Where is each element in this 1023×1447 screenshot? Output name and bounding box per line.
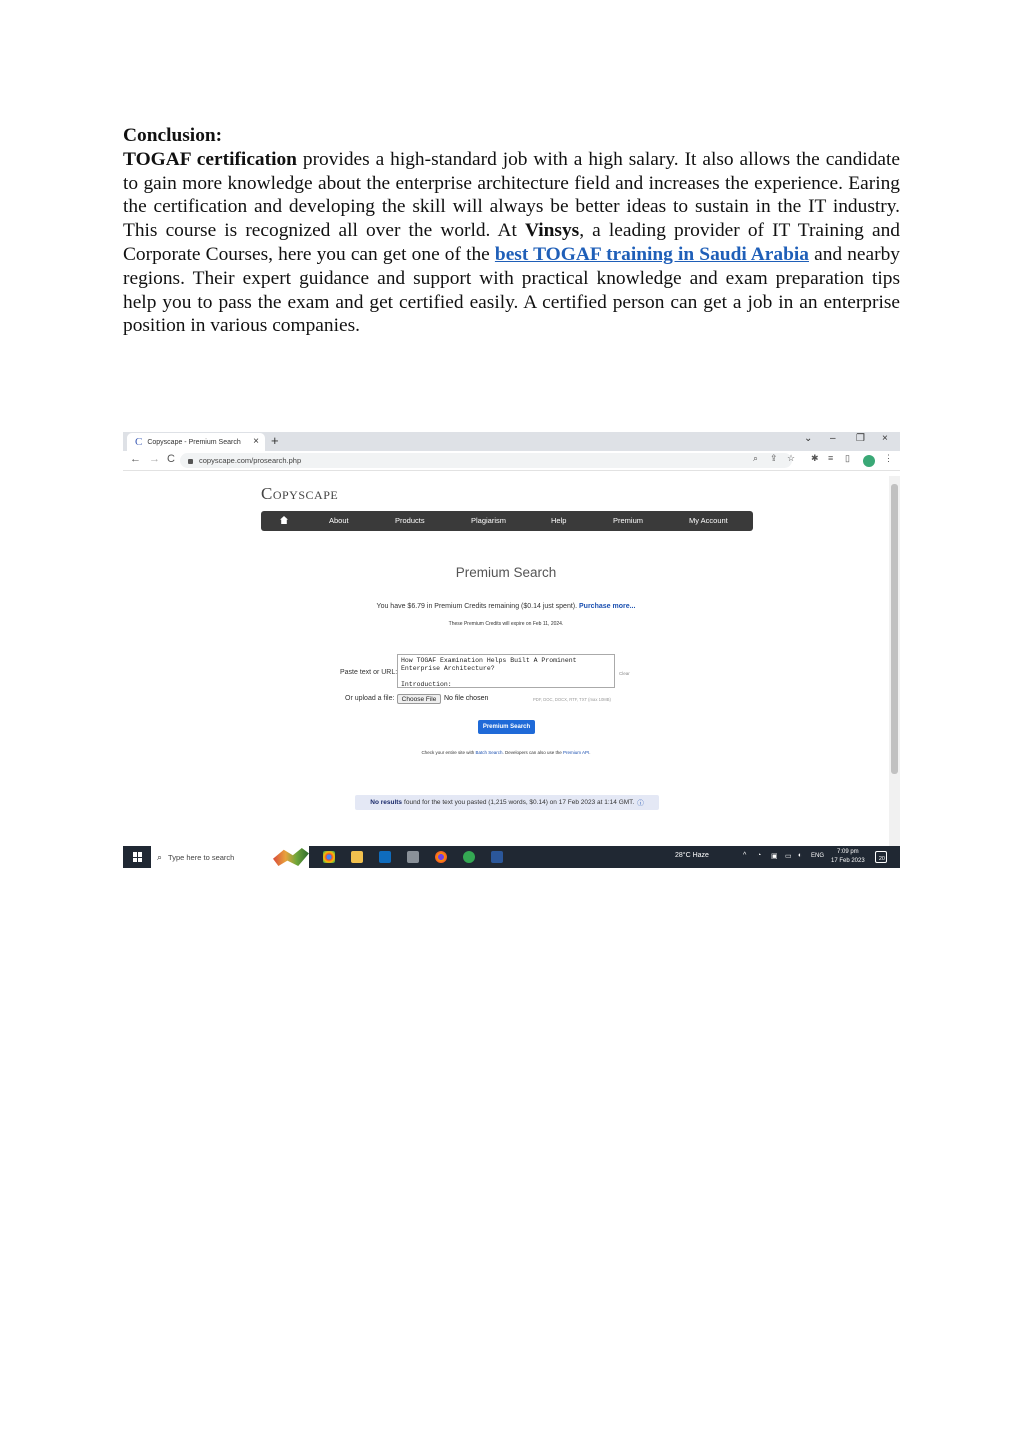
conclusion-paragraph — [123, 148, 900, 338]
notification-count: 20 — [878, 856, 885, 862]
windows-taskbar — [123, 846, 900, 868]
togaf-training-link[interactable]: best TOGAF training in Saudi Arabia — [494, 243, 809, 265]
browser-tab[interactable] — [127, 433, 265, 451]
paste-text-input[interactable]: How TOGAF Examination Helps Built A Prominent Enterprise Architecture? Introduction: — [397, 654, 615, 688]
notification-icon[interactable] — [875, 851, 887, 863]
expiry-note: These Premium Credits will expire on Feb 11, 2024. — [448, 621, 564, 627]
premium-api-link[interactable]: Premium API — [563, 750, 590, 755]
window-close-button[interactable]: × — [882, 433, 888, 444]
batch-note — [123, 750, 889, 755]
windows-start-icon[interactable] — [133, 852, 143, 862]
system-tray-app-icon[interactable]: ▣ — [771, 853, 778, 860]
browser-menu-icon[interactable]: ⋮ — [884, 453, 893, 463]
battery-icon[interactable]: ▭ — [785, 853, 792, 860]
url-bar[interactable] — [180, 453, 792, 468]
premium-search-button[interactable]: Premium Search — [478, 720, 535, 734]
new-tab-button[interactable]: + — [271, 433, 279, 448]
firefox-icon[interactable] — [435, 851, 447, 863]
para-text-3: and nearby regions. Their expert guidance and support with practical knowledge and exam preparation tips help you to pass the exam and get certified easily. A certified person can get a job in an enterprise position in various companies. — [123, 243, 900, 337]
results-text: found for the text you pasted (1,215 words, $0.14) on 17 Feb 2023 at 1:14 GMT. — [404, 799, 635, 806]
reload-button[interactable]: C — [167, 453, 175, 465]
restore-button[interactable]: ❐ — [856, 433, 865, 444]
page-scrollbar[interactable] — [889, 476, 900, 846]
network-icon[interactable]: ◔ — [757, 852, 762, 859]
credits-line — [123, 603, 889, 610]
file-types-note: PDF, DOC, DOCX, RTF, TXT (max 10MB) — [533, 697, 611, 702]
tab-title: Copyscape - Premium Search — [147, 438, 241, 446]
menu-premium[interactable]: Premium — [613, 516, 644, 525]
tray-expand-icon[interactable]: ^ — [743, 852, 747, 859]
search-icon: ⌕ — [157, 851, 163, 862]
url-text: copyscape.com/prosearch.php — [199, 456, 302, 465]
credits-text: You have $6.79 in Premium Credits remaining ($0.14 just spent). — [376, 603, 580, 610]
batch-search-link[interactable]: Batch Search — [475, 750, 503, 755]
vinsys-bold: Vinsys — [524, 220, 580, 242]
menu-my-account[interactable]: My Account — [689, 516, 728, 525]
scrollbar-thumb[interactable] — [891, 484, 898, 774]
share-icon[interactable]: ⇪ — [770, 453, 778, 463]
menu-about[interactable]: About — [329, 516, 349, 525]
para-text-2: , a leading provider of IT Training and Corporate Courses, here you can get one of the — [123, 220, 900, 265]
zoom-icon[interactable]: ⌕ — [753, 453, 759, 463]
clock[interactable] — [831, 848, 865, 866]
help-icon[interactable]: ⓘ — [637, 800, 644, 807]
reading-list-icon[interactable]: ≡ — [828, 453, 834, 463]
purchase-more-link[interactable]: Purchase more... — [579, 603, 636, 610]
side-panel-icon[interactable]: ▯ — [845, 453, 850, 463]
bookmark-star-icon[interactable]: ☆ — [787, 453, 796, 463]
forward-button[interactable]: → — [149, 453, 160, 465]
menu-help[interactable]: Help — [551, 516, 567, 525]
word-icon[interactable] — [491, 851, 503, 863]
profile-avatar[interactable] — [863, 455, 875, 467]
address-bar-row — [123, 451, 900, 471]
home-icon[interactable] — [280, 516, 288, 524]
no-results-label: No results — [370, 799, 403, 806]
no-file-text: No file chosen — [444, 695, 489, 702]
file-explorer-icon[interactable] — [351, 851, 363, 863]
chrome-profile-icon[interactable] — [463, 851, 475, 863]
clock-date: 17 Feb 2023 — [831, 858, 865, 864]
clear-link[interactable]: Clear — [619, 671, 630, 676]
page-title: Premium Search — [455, 565, 557, 580]
clock-time: 7:09 pm — [837, 849, 859, 855]
batch-mid-text: . Developers can also use the — [502, 750, 564, 755]
upload-label: Or upload a file: — [345, 695, 395, 702]
volume-icon[interactable]: ◐ — [798, 852, 803, 859]
extensions-icon[interactable]: ✱ — [811, 453, 819, 463]
results-banner — [355, 795, 659, 810]
togaf-certification-bold: TOGAF certification — [123, 148, 297, 170]
back-button[interactable]: ← — [130, 453, 141, 465]
menu-plagiarism[interactable]: Plagiarism — [471, 516, 507, 525]
tab-search-chevron-icon[interactable]: ⌄ — [804, 433, 813, 444]
outlook-icon[interactable] — [379, 851, 391, 863]
tab-close-icon[interactable]: × — [253, 436, 259, 447]
browser-tab-bar — [123, 432, 900, 451]
lock-icon — [188, 459, 193, 464]
calculator-icon[interactable] — [407, 851, 419, 863]
minimize-button[interactable]: – — [830, 433, 836, 444]
weather-widget[interactable]: 28°C Haze — [675, 852, 709, 859]
document-body — [123, 124, 900, 338]
paste-label: Paste text or URL: — [340, 669, 398, 676]
chrome-icon[interactable] — [323, 851, 335, 863]
batch-text: Check your entire site with — [421, 750, 476, 755]
menu-products[interactable]: Products — [395, 516, 425, 525]
language-indicator[interactable]: ENG — [811, 853, 825, 859]
copyscape-logo[interactable]: Copyscape — [261, 484, 339, 503]
site-menu — [261, 511, 753, 531]
copyscape-favicon-icon: C — [135, 436, 143, 448]
batch-end-text: . — [589, 750, 591, 755]
taskbar-search-placeholder: Type here to search — [168, 852, 235, 862]
para-text-1: provides a high-standard job with a high salary. It also allows the candidate to gain more knowledge about the enterprise architecture field and increases the experience. Earing the certification and developing the skill will always be better ideas to sustain in the IT industry. This course is recognized all over the world. At — [123, 148, 900, 242]
choose-file-button[interactable]: Choose File — [397, 694, 441, 704]
embedded-screenshot — [123, 432, 900, 868]
conclusion-heading: Conclusion: — [123, 125, 223, 146]
